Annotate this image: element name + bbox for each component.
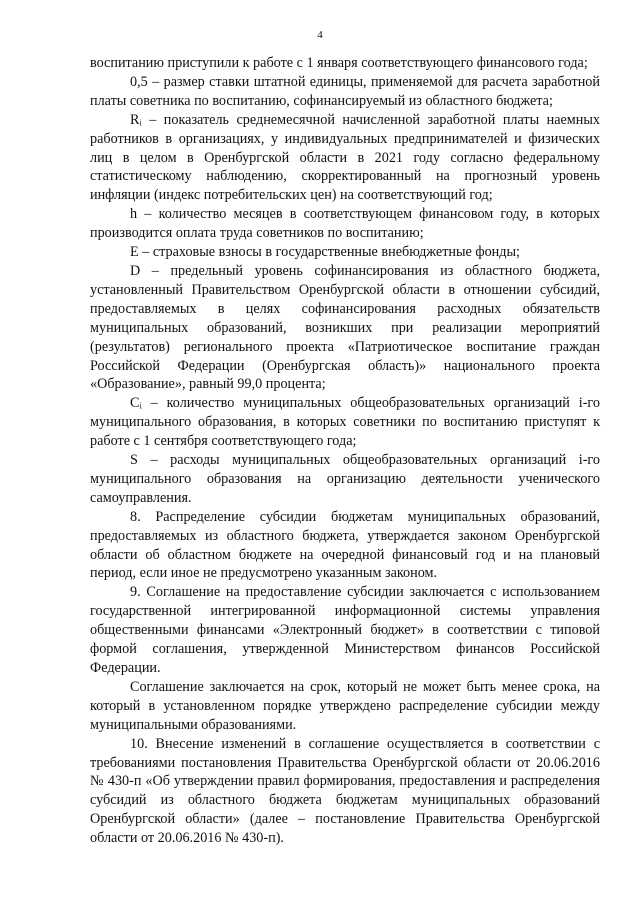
paragraph-s: S – расходы муниципальных общеобразовательных организаций i-го муниципального образования на организацию деятельности ученического самоуправления. — [90, 452, 600, 506]
paragraph-continuation: воспитанию приступили к работе с 1 января соответствующего финансового года; — [90, 55, 588, 71]
paragraph-ci: Cᵢ – количество муниципальных общеобразовательных организаций i-го муниципального образования, в которых советники по воспитанию приступят к работе с 1 сентября соответствующего года; — [90, 395, 600, 450]
paragraph-e: E – страховые взносы в государственные внебюджетные фонды; — [130, 244, 520, 261]
paragraph-h: h – количество месяцев в соответствующем финансовом году, в которых производится оплата труда советников по воспитанию; — [90, 206, 600, 242]
paragraph-9: 9. Соглашение на предоставление субсидии заключается с использованием государственной интегрированной информационной системы управления общественными финансами «Электронный бюджет» в соответствии с типовой формой соглашения, утвержденной Министерством финансов Российской Федерации. — [90, 584, 600, 676]
paragraph-rate: 0,5 – размер ставки штатной единицы, применяемой для расчета заработной платы советника по воспитанию, софинансируемый из областного бюджета; — [90, 73, 600, 109]
document-body — [90, 54, 600, 848]
paragraph-8: 8. Распределение субсидии бюджетам муниципальных образований, предоставляемых из областного бюджета, утверждается законом Оренбургской области об областном бюджете на очередной финансовый год и на плановый период, если иное не предусмотрено указанным законом. — [90, 508, 600, 582]
paragraph-d: D – предельный уровень софинансирования из областного бюджета, установленный Правительством Оренбургской области в отношении субсидий, предоставляемых в целях софинансирования расходных обязательств муниципальных образований, возникших при реализации мероприятий (результатов) регионального проекта «Патриотическое воспитание граждан Российской Федерации (Оренбургская область)» национального проекта «Образование», равный 99,0 процента; — [90, 262, 600, 393]
paragraph-agreement-term: Соглашение заключается на срок, который не может быть менее срока, на который в установленном порядке утверждено распределение субсидии между муниципальными образованиями. — [90, 678, 600, 733]
page-number: 4 — [317, 29, 323, 41]
paragraph-10: 10. Внесение изменений в соглашение осуществляется в соответствии с требованиями постановления Правительства Оренбургской области от 20.06.2016 № 430-п «Об утверждении правил формирования, предоставления и распределения субсидий из областного бюджета бюджетам муниципальных образований Оренбургской области» (далее – постановление Правительства Оренбургской области от 20.06.2016 № 430-п). — [90, 735, 600, 847]
paragraph-ri: Rᵢ – показатель среднемесячной начисленной заработной платы наемных работников в организациях, у индивидуальных предпринимателей и физических лиц в целом в Оренбургской области в 2021 году согласно федеральному статистическому наблюдению, скорректированный на прогнозный уровень инфляции (индекс потребительских цен) на соответствующий год; — [90, 111, 600, 204]
